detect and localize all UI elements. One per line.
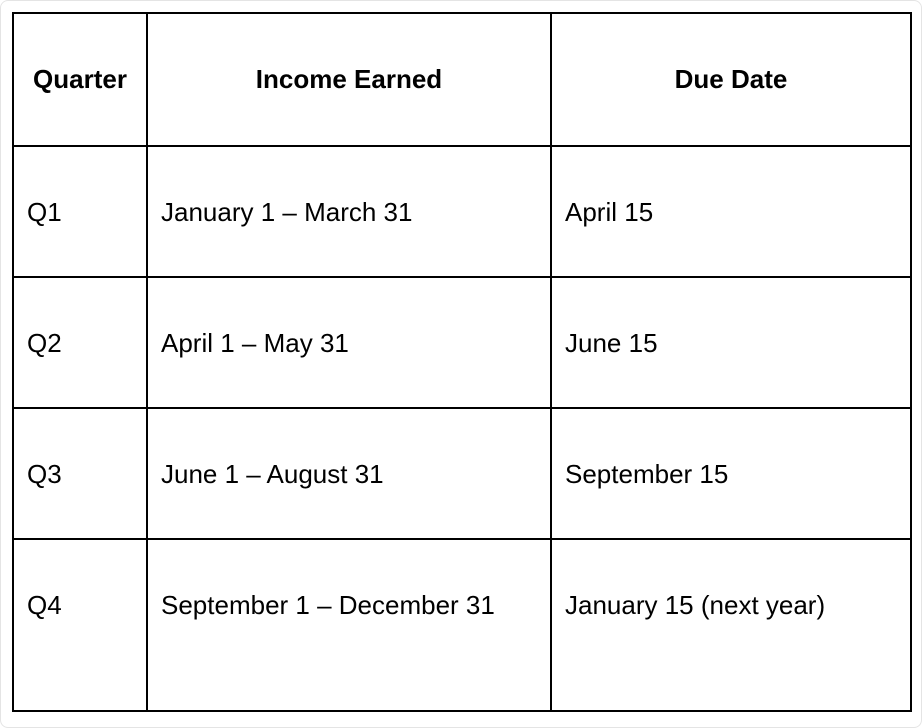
header-income-earned: Income Earned bbox=[147, 13, 551, 146]
cell-quarter: Q2 bbox=[13, 277, 147, 408]
table-row bbox=[13, 146, 911, 277]
cell-due-date: June 15 bbox=[551, 277, 911, 408]
table-row bbox=[13, 408, 911, 539]
cell-due-date: January 15 (next year) bbox=[551, 539, 911, 711]
table-row bbox=[13, 277, 911, 408]
cell-quarter: Q3 bbox=[13, 408, 147, 539]
estimated-tax-schedule-table bbox=[12, 12, 912, 712]
header-due-date: Due Date bbox=[551, 13, 911, 146]
cell-quarter: Q4 bbox=[13, 539, 147, 711]
table-row bbox=[13, 539, 911, 711]
cell-due-date: April 15 bbox=[551, 146, 911, 277]
cell-due-date: September 15 bbox=[551, 408, 911, 539]
cell-quarter: Q1 bbox=[13, 146, 147, 277]
cell-income-earned: April 1 – May 31 bbox=[147, 277, 551, 408]
cell-income-earned: June 1 – August 31 bbox=[147, 408, 551, 539]
cell-income-earned: January 1 – March 31 bbox=[147, 146, 551, 277]
cell-income-earned: September 1 – December 31 bbox=[147, 539, 551, 711]
header-quarter: Quarter bbox=[13, 13, 147, 146]
table-header-row bbox=[13, 13, 911, 146]
